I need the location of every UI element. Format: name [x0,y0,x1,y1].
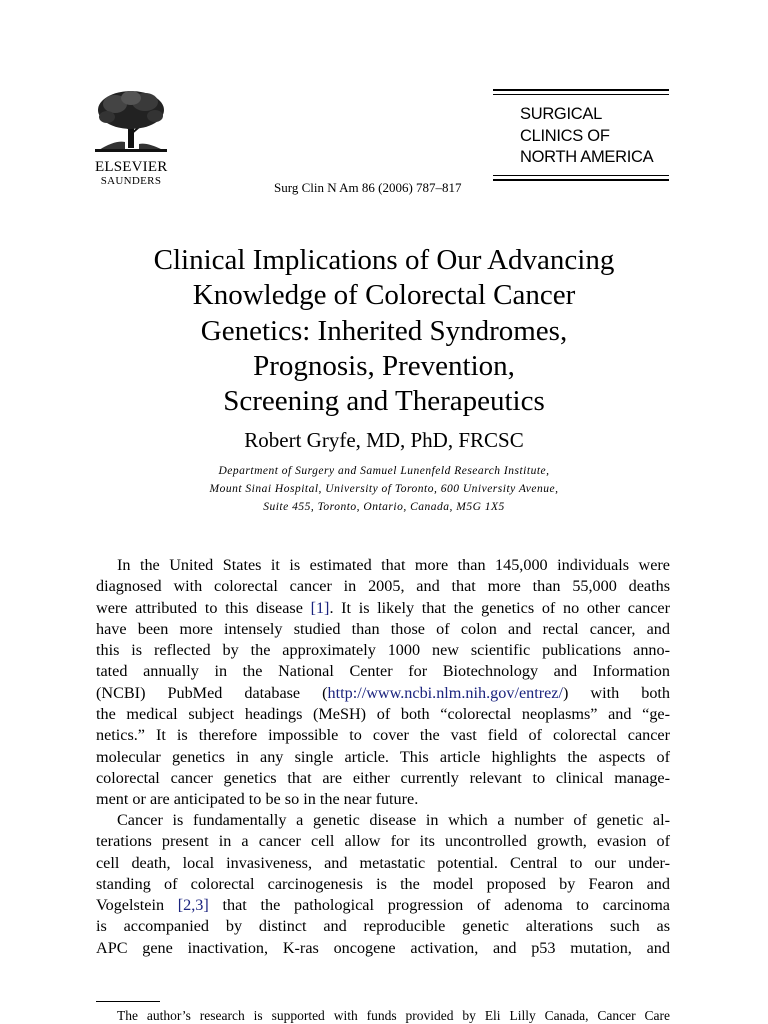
journal-title-line: SURGICAL [520,105,602,123]
journal-title-block [493,89,669,184]
text-line: In the United States it is estimated that more than 145,000 individuals were [117,556,670,574]
elsevier-tree-icon [95,90,167,152]
text-span: were attributed to this disease [96,598,311,617]
text-line: APC gene inactivation, K-ras oncogene activation, and p53 mutation, and [96,938,670,957]
journal-rule-bottom-thin [493,175,669,176]
text-line: diagnosed with colorectal cancer in 2005, and that more than 55,000 deaths [96,577,670,596]
footnote-rule [96,1001,160,1002]
journal-title [493,98,669,175]
title-line: Screening and Therapeutics [223,385,545,418]
journal-title-line: NORTH AMERICA [520,148,654,166]
text-line: have been more intensely studied than those of colon and rectal cancer, and [96,619,670,638]
journal-rule-bottom [493,179,669,181]
author-affiliation [90,462,678,516]
text-line [96,598,670,619]
text-line [96,683,670,704]
affiliation-line: Mount Sinai Hospital, University of Toronto, 600 University Avenue, [209,483,559,495]
affiliation-line: Suite 455, Toronto, Ontario, Canada, M5G 1X5 [263,501,505,513]
journal-rule-top-thin [493,94,669,95]
journal-rule-top [493,89,669,91]
text-line: terations present in a cancer cell allow for its uncontrolled growth, evasion of [96,832,670,851]
text-line [96,895,670,916]
text-line: is accompanied by distinct and reproducible genetic alterations such as [96,917,670,936]
author-name: Robert Gryfe, MD, PhD, FRCSC [244,428,524,452]
text-line: Cancer is fundamentally a genetic disease in which a number of genetic al- [117,811,670,829]
text-line: colorectal cancer genetics that are either currently relevant to clinical manage- [96,768,670,787]
text-span: Vogelstein [96,896,178,915]
text-line: netics.” It is therefore impossible to cover the vast field of colorectal cancer [96,726,670,745]
publisher-name: ELSEVIER [95,159,168,175]
body-paragraph-2 [96,810,670,959]
text-line: standing of colorectal carcinogenesis is the model proposed by Fearon and [96,874,670,893]
journal-citation: Surg Clin N Am 86 (2006) 787–817 [274,180,462,195]
pubmed-url-link[interactable]: http://www.ncbi.nlm.nih.gov/entrez/ [327,683,563,702]
article-title [90,243,678,419]
text-span: that the pathological progression of adenoma to carcinoma [208,896,670,915]
body-paragraph-1 [96,555,670,811]
title-line: Prognosis, Prevention, [253,349,515,382]
publisher-imprint: SAUNDERS [100,175,162,187]
publisher-logo [95,90,167,187]
footnote-text: The author’s research is supported with funds provided by Eli Lilly Canada, Cancer Care [117,1008,670,1023]
text-line: the medical subject headings (MeSH) of both “colorectal neoplasms” and “ge- [96,705,670,724]
text-span: . It is likely that the genetics of no other cancer [329,598,670,617]
text-line: tated annually in the National Center for Biotechnology and Information [96,662,670,681]
text-span: (NCBI) PubMed database ( [96,683,328,702]
text-line: this is reflected by the approximately 1000 new scientific publications anno- [96,641,670,660]
text-line: molecular genetics in any single article. This article highlights the aspects of [96,747,670,766]
text-span: ) with both [562,683,671,702]
text-line: ment or are anticipated to be so in the near future. [96,790,419,809]
reference-link[interactable]: [2,3] [177,896,209,915]
title-line: Knowledge of Colorectal Cancer [192,279,576,312]
reference-link[interactable]: [1] [310,598,330,617]
affiliation-line: Department of Surgery and Samuel Lunenfeld Research Institute, [218,465,550,477]
title-line: Genetics: Inherited Syndromes, [200,314,568,347]
title-line: Clinical Implications of Our Advancing [153,244,615,276]
journal-title-line: CLINICS OF [520,126,610,145]
text-line: cell death, local invasiveness, and metastatic potential. Central to our under- [96,853,670,872]
